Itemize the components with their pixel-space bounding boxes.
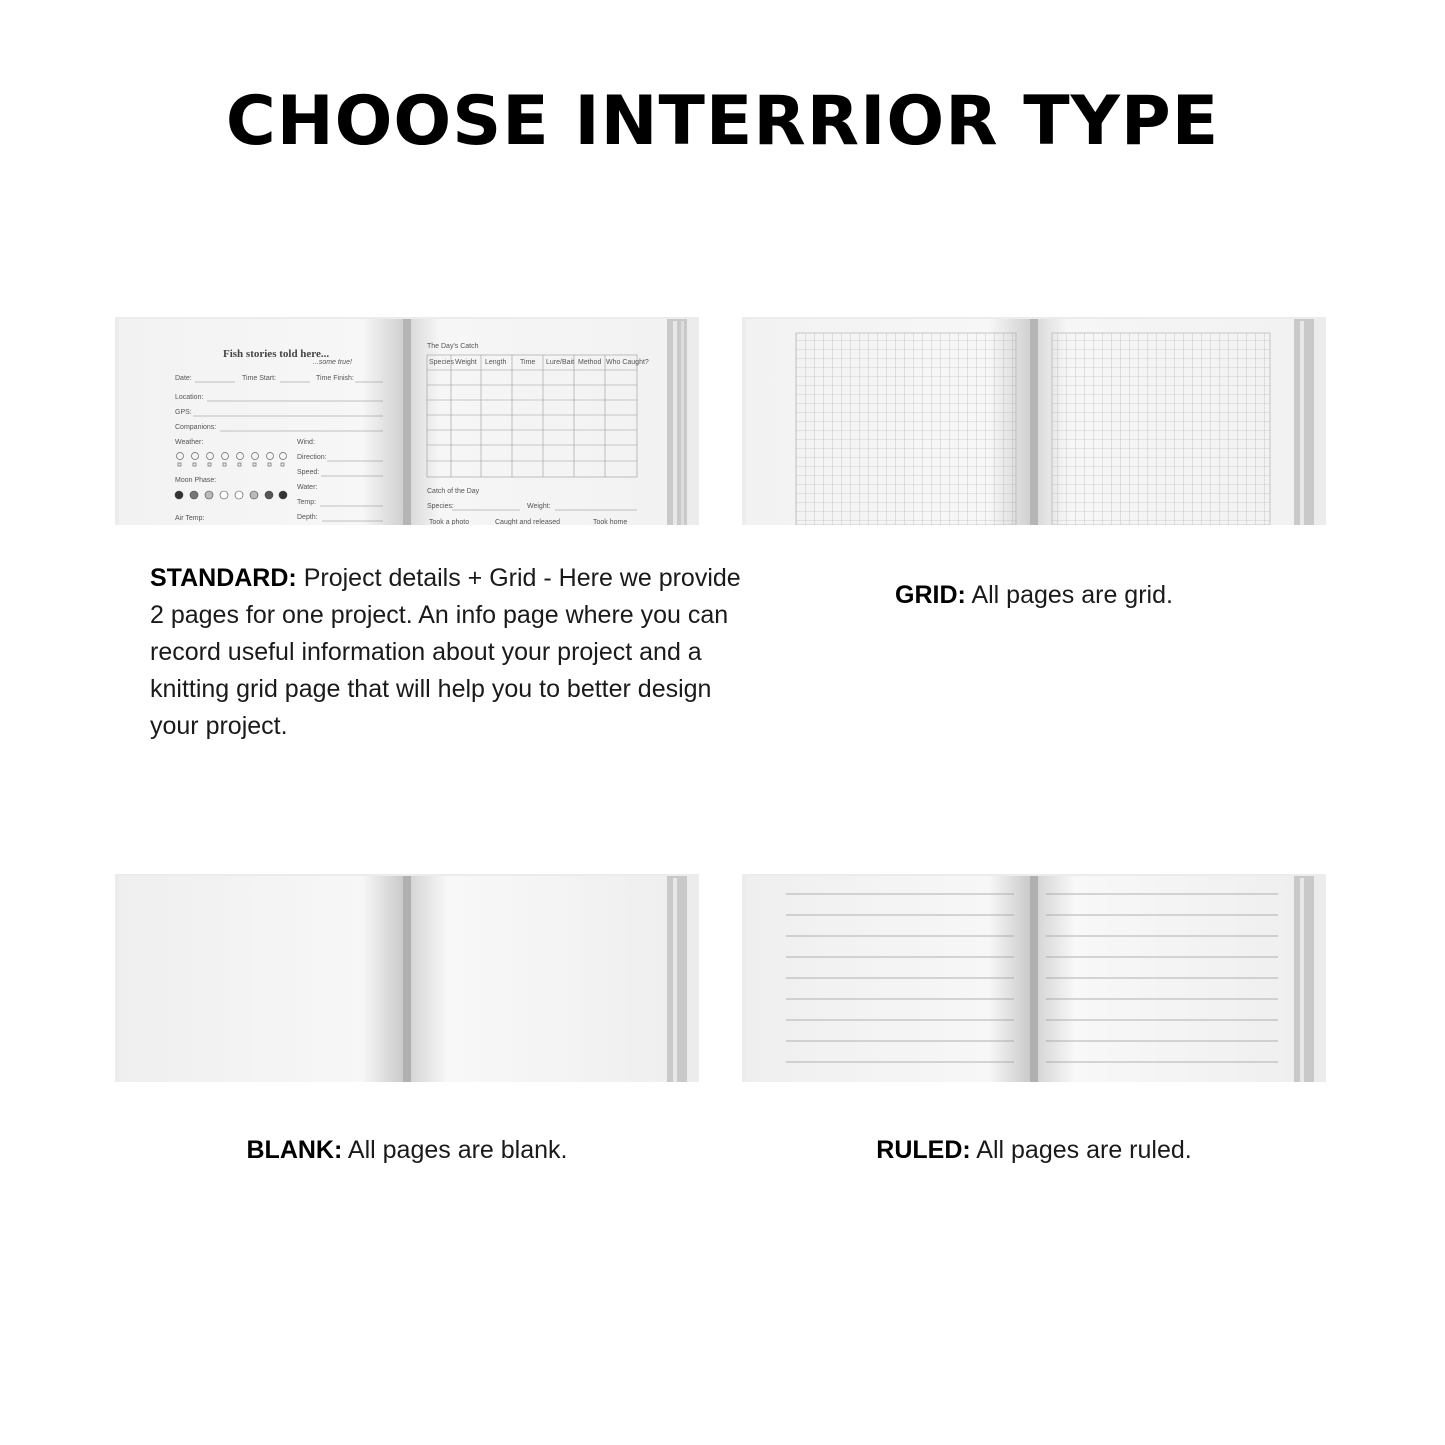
blank-preview[interactable] [115, 870, 699, 1082]
grid-label: GRID: [895, 581, 966, 609]
blank-text: All pages are blank. [347, 1136, 568, 1164]
field-date: Date: [175, 375, 192, 382]
col-who: Who Caught? [606, 359, 649, 366]
grid-preview[interactable] [742, 313, 1326, 525]
ruled-preview[interactable] [742, 870, 1326, 1082]
standard-description [150, 560, 750, 745]
standard-label: STANDARD: [150, 564, 297, 592]
field-weather: Weather: [175, 439, 204, 446]
field-wind: Wind: [297, 439, 315, 446]
field-speed: Speed: [297, 469, 320, 476]
grid-left-page [796, 333, 1016, 525]
col-lure: Lure/Bait [546, 359, 575, 366]
field-time-start: Time Start: [242, 375, 276, 382]
field-companions: Companions: [175, 424, 217, 431]
field-temp: Temp: [297, 499, 317, 506]
col-time: Time [520, 359, 536, 366]
col-species: Species [429, 359, 454, 366]
col-method: Method [578, 359, 602, 366]
standard-text: Project details + Grid - Here we provide 2 pages for one project. An info page where you can record useful information about your project and a knitting grid page that will help you to better design your project. [150, 564, 741, 740]
fish-heading: Fish stories told here... [223, 348, 330, 360]
check-released: Caught and released [495, 519, 560, 525]
ruled-description [742, 1132, 1326, 1169]
field-water: Water: [297, 484, 318, 491]
field-direction: Direction: [297, 454, 327, 461]
grid-right-page [1052, 333, 1270, 525]
standard-preview[interactable] [115, 313, 699, 525]
col-length: Length [485, 359, 507, 366]
grid-description [742, 577, 1326, 614]
catch-of-day-heading: Catch of the Day [427, 488, 480, 495]
catch-heading: The Day's Catch [427, 343, 479, 350]
catch-species: Species: [427, 503, 454, 510]
fish-signature: ...some true! [313, 359, 352, 366]
blank-label: BLANK: [246, 1136, 343, 1164]
ruled-text: All pages are ruled. [976, 1136, 1192, 1164]
grid-text: All pages are grid. [971, 581, 1173, 609]
field-moon: Moon Phase: [175, 477, 217, 484]
field-location: Location: [175, 394, 204, 401]
catch-weight: Weight: [527, 503, 551, 510]
check-photo: Took a photo [429, 519, 470, 525]
page-title: CHOOSE INTERRIOR TYPE [225, 82, 1220, 161]
blank-description [115, 1132, 699, 1169]
check-home: Took home [593, 519, 628, 525]
ruled-label: RULED: [876, 1136, 971, 1164]
field-depth: Depth: [297, 514, 318, 521]
field-gps: GPS: [175, 409, 192, 416]
field-time-finish: Time Finish: [316, 375, 354, 382]
field-air-temp: Air Temp: [175, 515, 205, 522]
col-weight: Weight [455, 359, 477, 366]
